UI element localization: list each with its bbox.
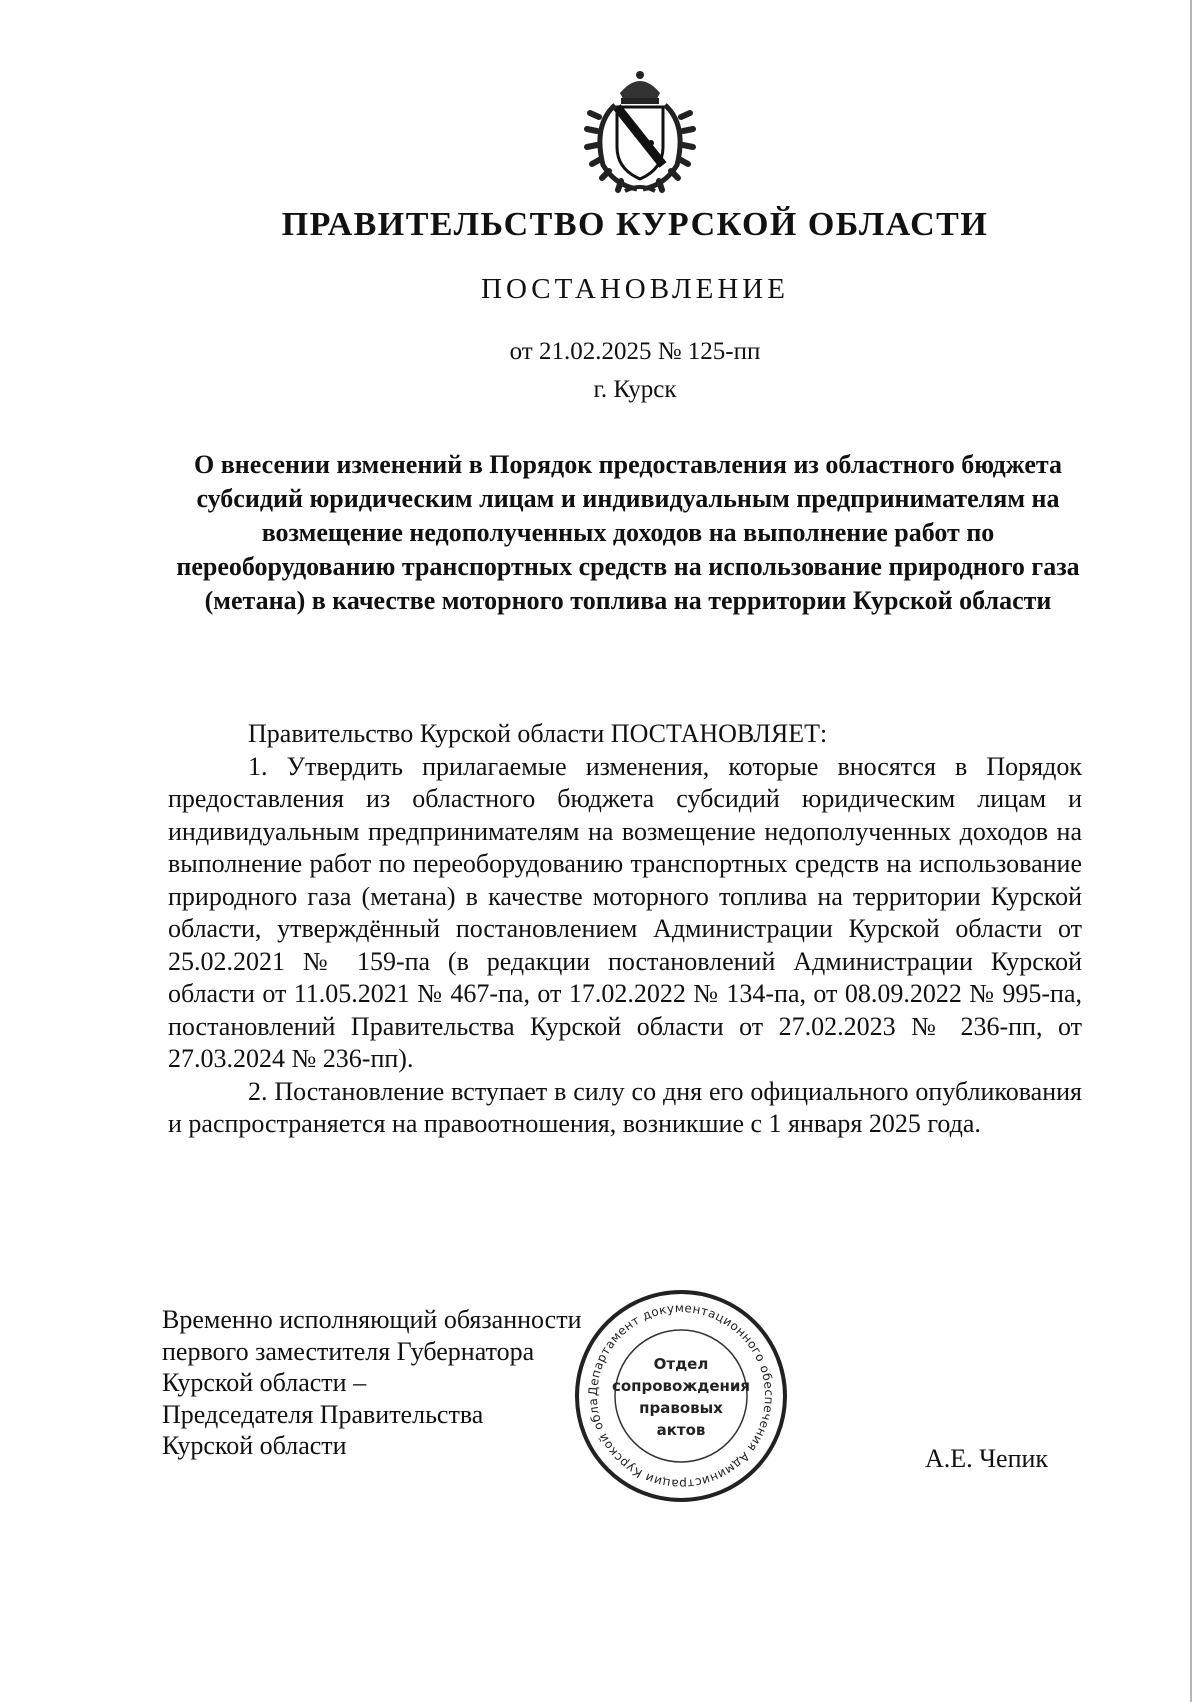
document-subject: О внесении изменений в Порядок предоставления из областного бюджета субсидий юридическим лицам и индивидуальным предпринимателям на возмещение недополученных доходов на выполнение работ по переоборудованию транспортных средств на использование природного газа (метана) в качестве моторного топлива на территории Курской области <box>176 450 1080 615</box>
stamp-line: Отдел <box>653 1355 709 1373</box>
document-city: г. Курск <box>593 376 677 403</box>
government-title: ПРАВИТЕЛЬСТВО КУРСКОЙ ОБЛАСТИ <box>281 206 989 243</box>
signatory-name: А.Е. Чепик <box>925 1444 1049 1473</box>
stamp-line: актов <box>656 1421 706 1439</box>
signatory-position <box>162 1304 582 1462</box>
seal-stamp-icon <box>570 1285 792 1507</box>
stamp-line: правовых <box>639 1399 723 1417</box>
coat-of-arms-icon <box>565 65 715 195</box>
document-type: ПОСТАНОВЛЕНИЕ <box>481 273 789 305</box>
signatory-line: Курской области – <box>162 1368 367 1397</box>
signatory-line: Председателя Правительства <box>162 1399 484 1429</box>
scan-edge-line <box>1190 0 1192 1702</box>
signatory-line: Временно исполняющий обязанности <box>162 1305 582 1334</box>
document-number: от 21.02.2025 № 125-пп <box>509 338 761 365</box>
signatory-line: первого заместителя Губернатора <box>162 1336 535 1366</box>
body-intro: Правительство Курской области ПОСТАНОВЛЯЕТ: <box>248 719 828 748</box>
stamp-ring-text: Департамент документационного обеспечения Администрации Курской обла <box>585 1300 777 1492</box>
body-paragraph-1: 1. Утвердить прилагаемые изменения, которые вносятся в Порядок предоставления из областного бюджета субсидий юридическим лицам и индивидуальным предпринимателям на возмещение недополученных доходов на выполнение работ по переоборудованию транспортных средств на использование природного газа (метана) в качестве моторного топлива на территории Курской области, утверждённый постановлением Администрации Курской области от 25.02.2021 № 159-па (в редакции постановлений Администрации Курской области от 11.05.2021 № 467-па, от 17.02.2022 № 134-па, от 08.09.2022 № 995-па, постановлений Правительства Курской области от 27.02.2023 № 236-пп, от 27.03.2024 № 236-пп). <box>168 751 1082 1073</box>
stamp-line: сопровождения <box>611 1377 751 1395</box>
body-paragraph-2: 2. Постановление вступает в силу со дня его официального опубликования и распространяется на правоотношения, возникшие с 1 января 2025 года. <box>168 1076 1082 1138</box>
document-body <box>168 718 1082 1141</box>
signatory-line: Курской области <box>162 1431 347 1460</box>
